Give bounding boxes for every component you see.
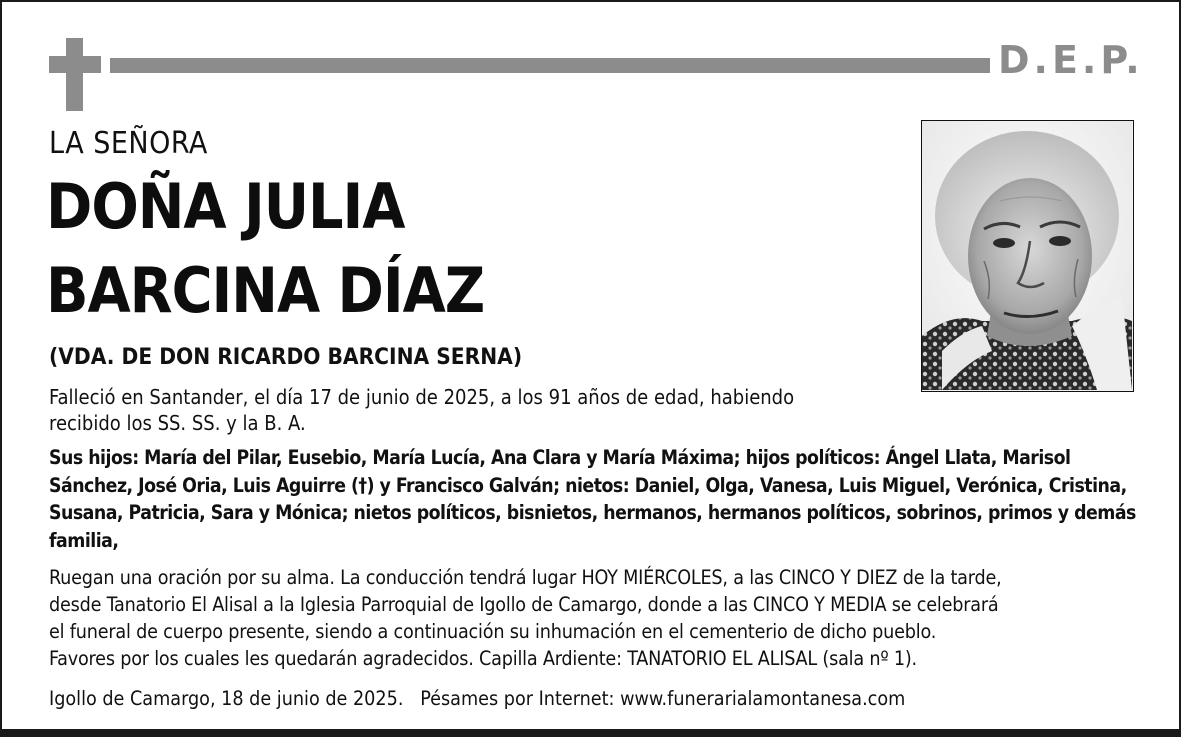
dep-label: D.E.P. (998, 38, 1144, 82)
service-line: desde Tanatorio El Alisal a la Iglesia Parroquial de Igollo de Camargo, donde a las CINCO Y MEDIA se celebrará (49, 593, 999, 616)
service-line: el funeral de cuerpo presente, siendo a continuación su inhumación en el cementerio de dicho pueblo. (49, 620, 937, 643)
cross-icon (66, 38, 83, 111)
pretitle: LA SEÑORA (49, 126, 208, 161)
family-list: Sus hijos: María del Pilar, Eusebio, María Lucía, Ana Clara y María Máxima; hijos políticos: Ángel Llata, Marisol Sánchez, José Oria, Luis Aguirre (†) y Francisco Galván; nietos: Daniel, Olga, Vanesa, Luis Miguel, Verónica, Cristina, Susana, Patricia, Sara y Mónica; nietos políticos, bisnietos, hermanos, hermanos políticos, sobrinos, primos y demás familia, (49, 446, 1136, 552)
deceased-name-line-1: DOÑA JULIA (46, 170, 405, 243)
death-details: Falleció en Santander, el día 17 de junio de 2025, a los 91 años de edad, habiendo recibido los SS. SS. y la B. A. (49, 385, 795, 435)
portrait-image (922, 121, 1132, 390)
widow-of: (VDA. DE DON RICARDO BARCINA SERNA) (49, 344, 523, 370)
portrait-photo (921, 120, 1134, 392)
footer-line: Igollo de Camargo, 18 de junio de 2025. Pésames por Internet: www.funerarialamontanesa.com (49, 687, 906, 710)
header-rule (110, 58, 990, 73)
service-line: Ruegan una oración por su alma. La conducción tendrá lugar HOY MIÉRCOLES, a las CINCO Y DIEZ de la tarde, (49, 566, 1002, 589)
cross-icon-bar (49, 56, 101, 73)
service-line: Favores por los cuales les quedarán agradecidos. Capilla Ardiente: TANATORIO EL ALISAL (sala nº 1). (49, 647, 917, 670)
deceased-name-line-2: BARCINA DÍAZ (46, 254, 485, 327)
service-details (49, 564, 1159, 672)
